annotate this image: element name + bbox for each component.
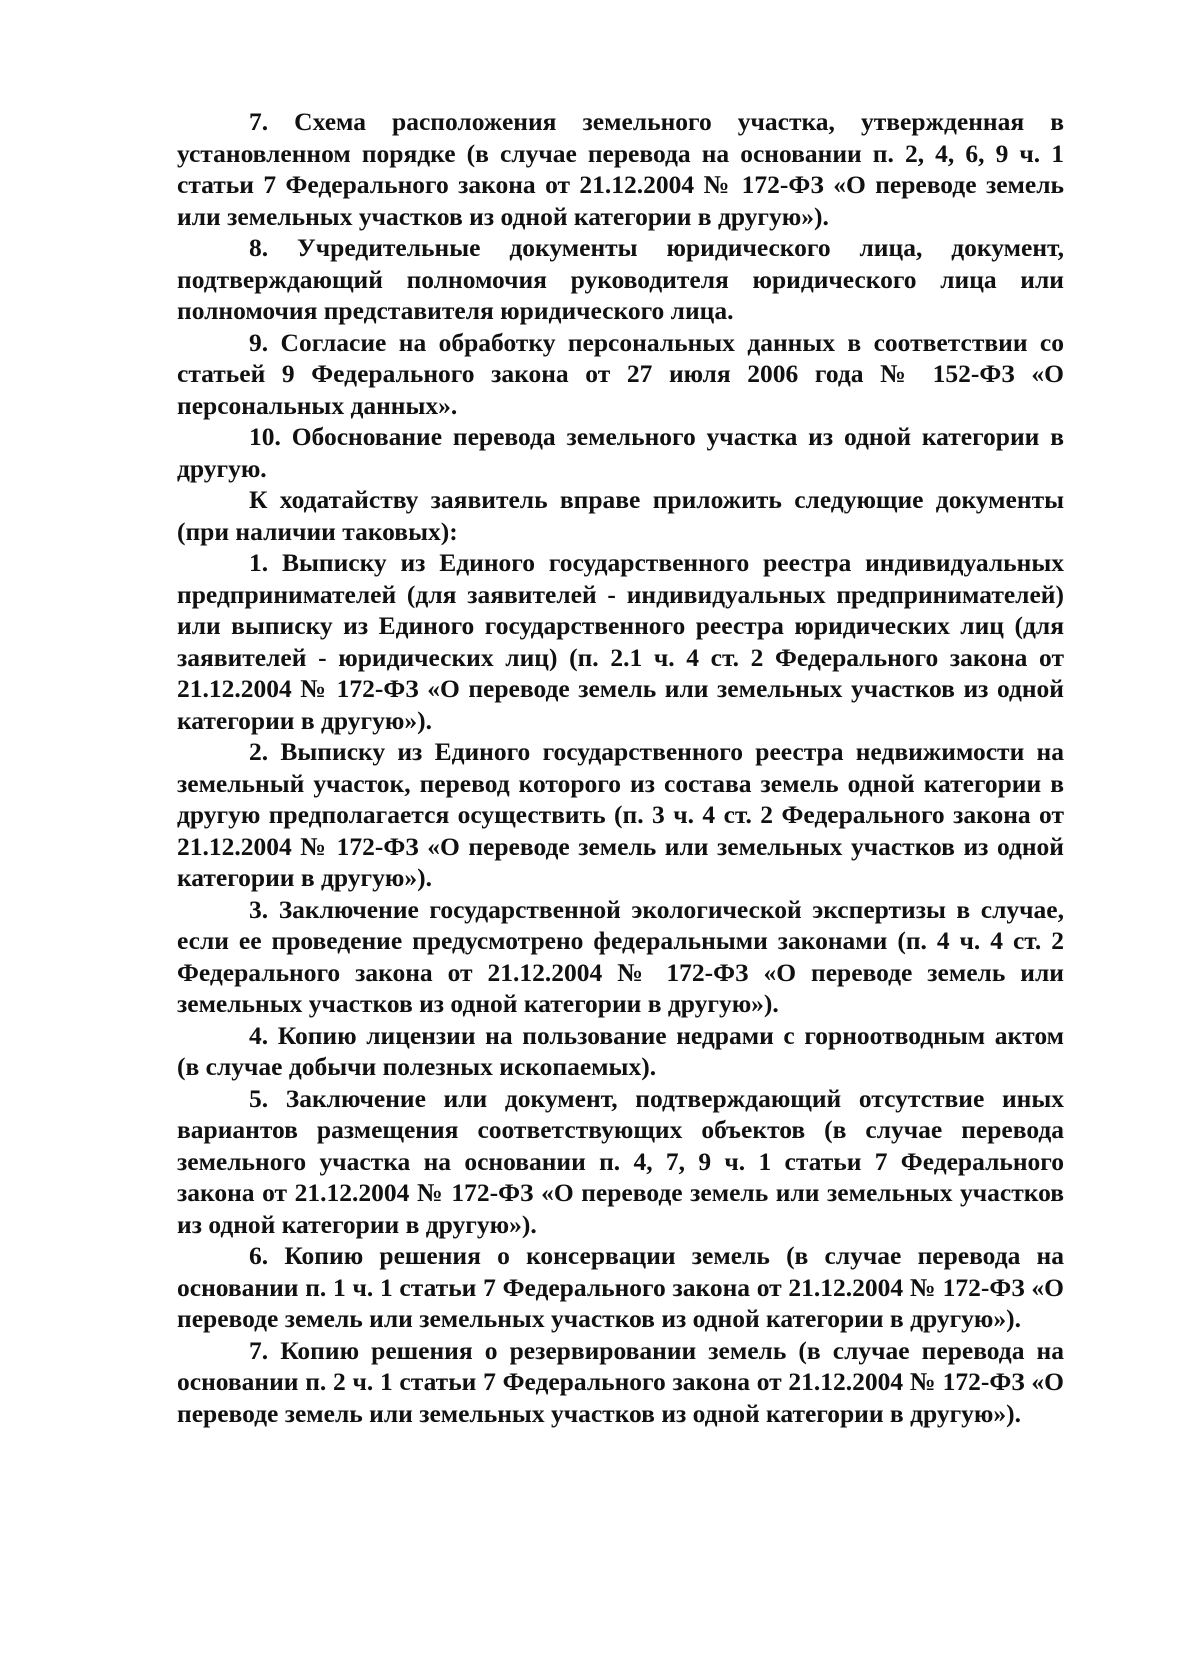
paragraph-optional-5-alternatives-conclusion: 5. Заключение или документ, подтверждающий отсутствие иных вариантов размещения соответствующих объектов (в случае перевода земельного участка на основании п. 4, 7, 9 ч. 1 статьи 7 Федерального закона от 21.12.2004 № 172-ФЗ «О переводе земель или земельных участков из одной категории в другую»). [177,1083,1064,1239]
paragraph-item-10-justification: 10. Обоснование перевода земельного участка из одной категории в другую. [177,422,1064,483]
paragraph-optional-3-ecological-expertise: 3. Заключение государственной экологической экспертизы в случае, если ее проведение предусмотрено федеральными законами (п. 4 ч. 4 ст. 2 Федерального закона от 21.12.2004 № 172-ФЗ «О переводе земель или земельных участков из одной категории в другую»). [177,894,1064,1018]
paragraph-optional-documents-intro: К ходатайству заявитель вправе приложить следующие документы (при наличии таковых): [177,485,1064,546]
paragraph-optional-2-real-estate-extract: 2. Выписку из Единого государственного реестра недвижимости на земельный участок, перевод которого из состава земель одной категории в другую предполагается осуществить (п. 3 ч. 4 ст. 2 Федерального закона от 21.12.2004 № 172-ФЗ «О переводе земель или земельных участков из одной категории в другую»). [177,737,1064,892]
document-page [177,106,1064,1429]
paragraph-item-8-constituent-documents: 8. Учредительные документы юридического лица, документ, подтверждающий полномочия руководителя юридического лица или полномочия представителя юридического лица. [177,233,1064,325]
paragraph-item-9-personal-data-consent: 9. Согласие на обработку персональных данных в соответствии со статьей 9 Федерального закона от 27 июля 2006 года № 152-ФЗ «О персональных данных». [177,327,1064,420]
paragraph-optional-7-reservation-decision: 7. Копию решения о резервировании земель (в случае перевода на основании п. 2 ч. 1 статьи 7 Федерального закона от 21.12.2004 № 172-ФЗ «О переводе земель или земельных участков из одной категории в другую»). [177,1335,1064,1428]
paragraph-optional-1-registry-extract: 1. Выписку из Единого государственного реестра индивидуальных предпринимателей (для заявителей - индивидуальных предпринимателей) или выписку из Единого государственного реестра юридических лиц (для заявителей - юридических лиц) (п. 2.1 ч. 4 ст. 2 Федерального закона от 21.12.2004 № 172-ФЗ «О переводе земель или земельных участков из одной категории в другую»). [177,548,1064,735]
paragraph-optional-6-conservation-decision: 6. Копию решения о консервации земель (в случае перевода на основании п. 1 ч. 1 статьи 7 Федерального закона от 21.12.2004 № 172-ФЗ «О переводе земель или земельных участков из одной категории в другую»). [177,1241,1064,1333]
paragraph-item-7-scheme: 7. Схема расположения земельного участка, утвержденная в установленном порядке (в случае перевода на основании п. 2, 4, 6, 9 ч. 1 статьи 7 Федерального закона от 21.12.2004 № 172-ФЗ «О переводе земель или земельных участков из одной категории в другую»). [177,107,1064,231]
paragraph-optional-4-subsoil-license: 4. Копию лицензии на пользование недрами с горноотводным актом (в случае добычи полезных ископаемых). [177,1020,1064,1081]
